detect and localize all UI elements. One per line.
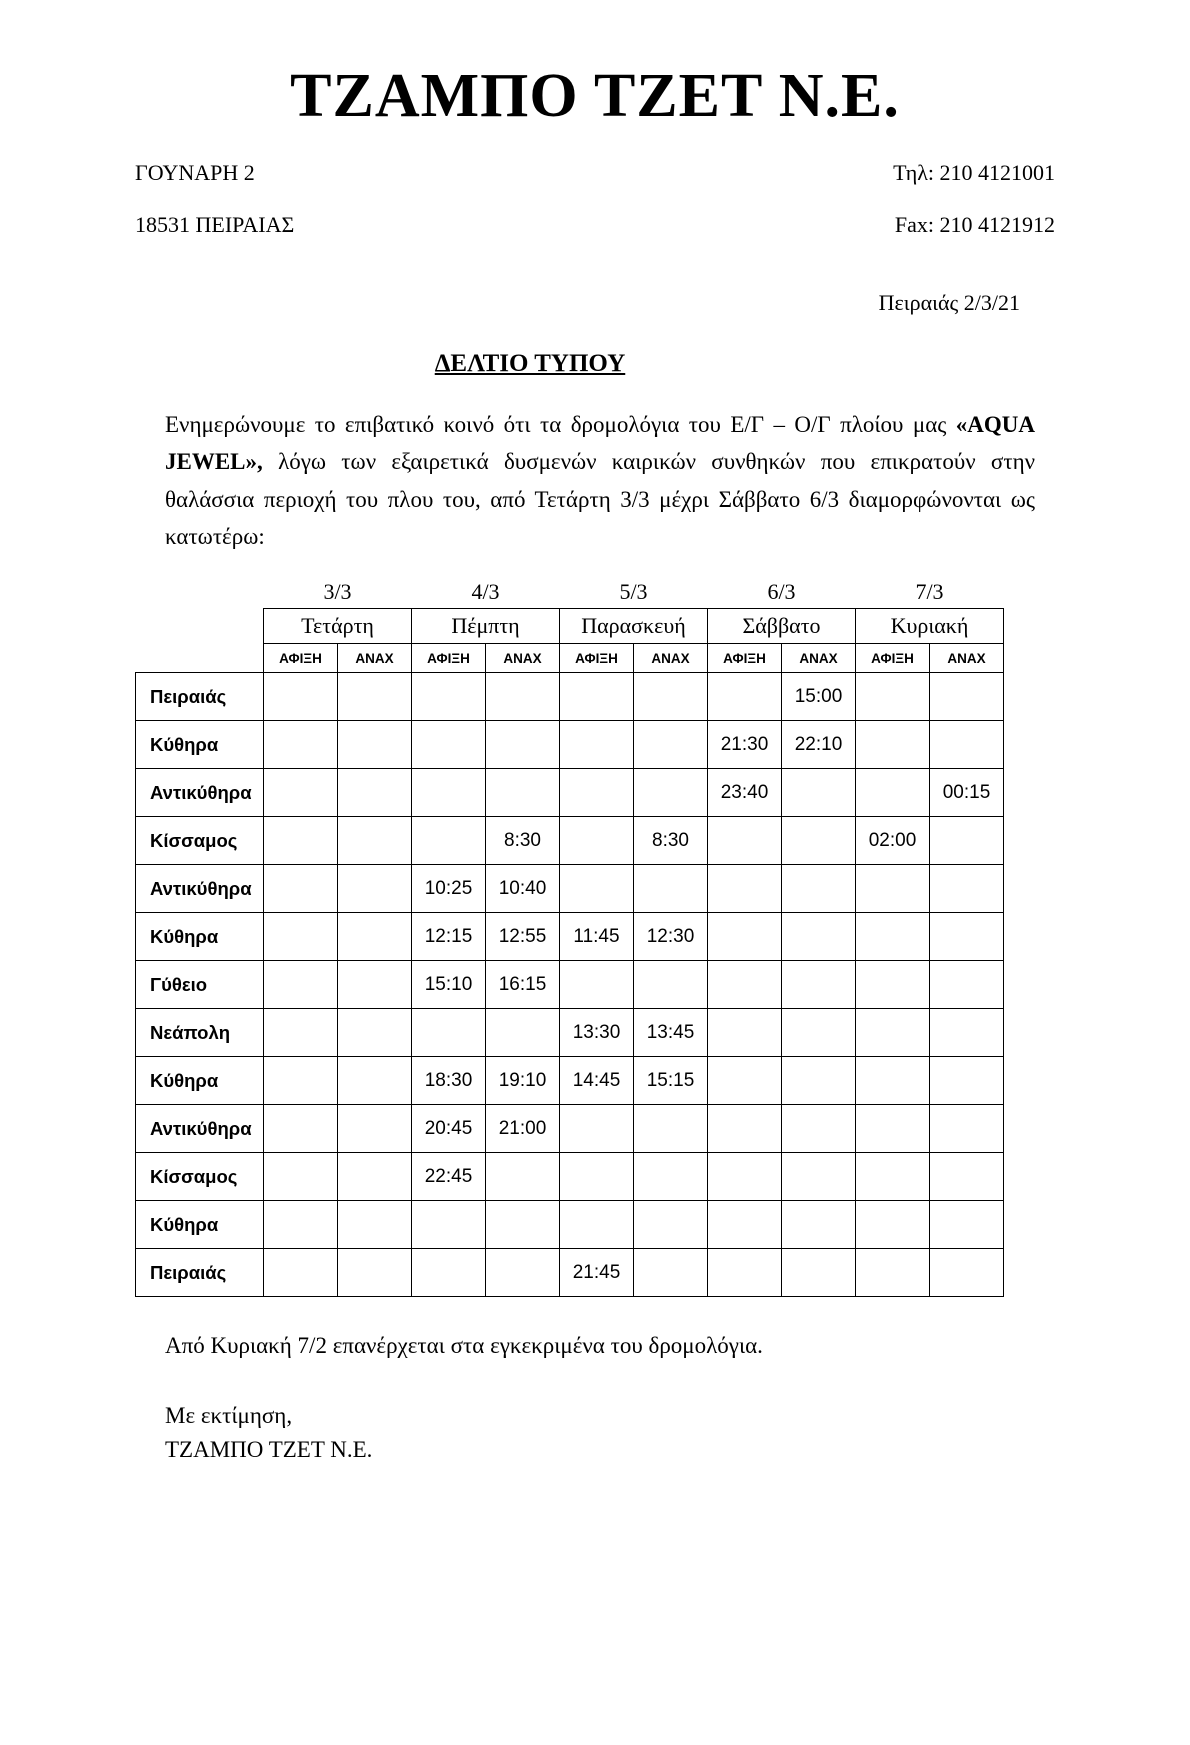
intro-part1: Ενημερώνουμε το επιβατικό κοινό ότι τα δρομολόγια του Ε/Γ – Ο/Γ πλοίου μας	[165, 412, 956, 438]
cell	[560, 769, 634, 817]
cell	[930, 721, 1004, 769]
cell	[412, 1249, 486, 1297]
table-row	[136, 865, 1004, 913]
cell	[634, 961, 708, 1009]
cell	[560, 673, 634, 721]
cell	[634, 721, 708, 769]
cell	[412, 721, 486, 769]
cell	[412, 769, 486, 817]
cell: 12:30	[634, 913, 708, 961]
cell	[930, 673, 1004, 721]
cell: 20:45	[412, 1105, 486, 1153]
table-row	[136, 913, 1004, 961]
cell	[560, 1153, 634, 1201]
cell	[856, 1009, 930, 1057]
cell	[486, 721, 560, 769]
cell	[782, 1105, 856, 1153]
cell	[560, 1105, 634, 1153]
cell: 10:25	[412, 865, 486, 913]
row-port-label: Κίσσαμος	[136, 817, 264, 865]
sub-arrival-2: ΑΦΙΞΗ	[560, 644, 634, 673]
cell	[338, 673, 412, 721]
cell	[338, 769, 412, 817]
cell: 02:00	[856, 817, 930, 865]
place-date: Πειραιάς 2/3/21	[878, 290, 1020, 316]
table-row	[136, 1201, 1004, 1249]
cell	[708, 1153, 782, 1201]
row-port-label: Κίσσαμος	[136, 1153, 264, 1201]
table-row	[136, 961, 1004, 1009]
cell	[856, 865, 930, 913]
signoff-line2: ΤΖΑΜΠΟ ΤΖΕΤ Ν.Ε.	[165, 1436, 373, 1462]
sub-arrival-0: ΑΦΙΞΗ	[264, 644, 338, 673]
cell	[634, 1201, 708, 1249]
address-fax-row	[135, 212, 1055, 238]
sub-arrival-3: ΑΦΙΞΗ	[708, 644, 782, 673]
arrival-departure-header-row	[136, 644, 1004, 673]
cell	[264, 721, 338, 769]
cell	[338, 913, 412, 961]
cell	[338, 721, 412, 769]
table-row	[136, 673, 1004, 721]
sub-departure-3: ΑΝΑΧ	[782, 644, 856, 673]
document-title: ΔΕΛΤΙΟ ΤΥΠΟΥ	[434, 350, 626, 378]
sub-departure-4: ΑΝΑΧ	[930, 644, 1004, 673]
cell	[338, 1153, 412, 1201]
cell	[264, 865, 338, 913]
cell	[708, 817, 782, 865]
sub-departure-2: ΑΝΑΧ	[634, 644, 708, 673]
cell: 22:45	[412, 1153, 486, 1201]
row-port-label: Πειραιάς	[136, 1249, 264, 1297]
cell	[338, 1057, 412, 1105]
cell: 12:55	[486, 913, 560, 961]
cell	[412, 673, 486, 721]
cell	[560, 865, 634, 913]
cell	[338, 1105, 412, 1153]
cell	[708, 673, 782, 721]
cell	[708, 865, 782, 913]
cell	[486, 673, 560, 721]
day-cell-3: Σάββατο	[708, 609, 856, 644]
date-corner-cell	[136, 578, 264, 609]
press-release-page	[0, 62, 1190, 1745]
table-row	[136, 769, 1004, 817]
cell	[856, 1057, 930, 1105]
cell	[560, 721, 634, 769]
day-cell-1: Πέμπτη	[412, 609, 560, 644]
cell	[560, 961, 634, 1009]
cell: 10:40	[486, 865, 560, 913]
cell	[264, 1201, 338, 1249]
sub-departure-0: ΑΝΑΧ	[338, 644, 412, 673]
cell	[264, 1105, 338, 1153]
date-cell-4: 7/3	[915, 579, 944, 605]
cell	[856, 1249, 930, 1297]
cell	[856, 913, 930, 961]
row-port-label: Αντικύθηρα	[136, 1105, 264, 1153]
fax: Fax: 210 4121912	[894, 212, 1055, 238]
cell	[782, 1249, 856, 1297]
signoff	[135, 1399, 1055, 1466]
cell	[856, 1201, 930, 1249]
cell: 22:10	[782, 721, 856, 769]
cell	[708, 961, 782, 1009]
cell	[708, 1009, 782, 1057]
cell	[412, 817, 486, 865]
cell	[930, 1153, 1004, 1201]
cell	[856, 673, 930, 721]
cell: 11:45	[560, 913, 634, 961]
cell	[708, 1057, 782, 1105]
cell	[486, 1009, 560, 1057]
cell: 15:00	[782, 673, 856, 721]
cell	[856, 1105, 930, 1153]
cell: 15:10	[412, 961, 486, 1009]
date-cell-3: 6/3	[767, 579, 796, 605]
cell	[930, 1201, 1004, 1249]
cell	[634, 769, 708, 817]
cell	[782, 865, 856, 913]
cell	[930, 961, 1004, 1009]
cell: 18:30	[412, 1057, 486, 1105]
day-cell-0: Τετάρτη	[264, 609, 412, 644]
cell	[264, 673, 338, 721]
cell: 13:45	[634, 1009, 708, 1057]
table-row	[136, 721, 1004, 769]
cell	[782, 1009, 856, 1057]
table-row	[136, 1105, 1004, 1153]
cell	[782, 1201, 856, 1249]
cell: 19:10	[486, 1057, 560, 1105]
schedule-table-body	[136, 578, 1004, 1297]
table-row	[136, 1057, 1004, 1105]
cell	[264, 1009, 338, 1057]
row-port-label: Κύθηρα	[136, 1057, 264, 1105]
cell	[782, 913, 856, 961]
cell: 14:45	[560, 1057, 634, 1105]
cell	[338, 1249, 412, 1297]
date-header-row	[136, 578, 1004, 609]
table-row	[136, 1249, 1004, 1297]
row-port-label: Κύθηρα	[136, 913, 264, 961]
cell: 23:40	[708, 769, 782, 817]
closing-note: Από Κυριακή 7/2 επανέρχεται στα εγκεκριμένα του δρομολόγια.	[165, 1333, 763, 1359]
cell	[264, 961, 338, 1009]
cell	[560, 817, 634, 865]
cell	[338, 1201, 412, 1249]
cell: 21:00	[486, 1105, 560, 1153]
day-header-row	[136, 609, 1004, 644]
cell: 13:30	[560, 1009, 634, 1057]
cell	[930, 1057, 1004, 1105]
cell: 15:15	[634, 1057, 708, 1105]
cell	[264, 1153, 338, 1201]
cell	[338, 961, 412, 1009]
cell	[264, 1057, 338, 1105]
cell	[634, 865, 708, 913]
cell	[486, 1201, 560, 1249]
table-row	[136, 1153, 1004, 1201]
phone: Τηλ: 210 4121001	[893, 160, 1055, 186]
day-corner-cell	[136, 609, 264, 644]
cell	[930, 913, 1004, 961]
cell	[856, 721, 930, 769]
date-cell-1: 4/3	[471, 579, 500, 605]
cell	[708, 1201, 782, 1249]
cell	[486, 1249, 560, 1297]
cell: 8:30	[634, 817, 708, 865]
table-row	[136, 817, 1004, 865]
day-cell-2: Παρασκευή	[560, 609, 708, 644]
table-row	[136, 1009, 1004, 1057]
cell: 16:15	[486, 961, 560, 1009]
cell: 8:30	[486, 817, 560, 865]
vessel-name: «AQUA JEWEL»,	[165, 412, 1035, 475]
cell	[930, 1009, 1004, 1057]
cell	[634, 673, 708, 721]
cell	[412, 1009, 486, 1057]
cell: 21:45	[560, 1249, 634, 1297]
date-cell-2: 5/3	[619, 579, 648, 605]
sub-arrival-4: ΑΦΙΞΗ	[856, 644, 930, 673]
intro-paragraph	[135, 406, 1055, 555]
cell	[930, 865, 1004, 913]
schedule-table	[135, 578, 1004, 1297]
row-port-label: Πειραιάς	[136, 673, 264, 721]
signoff-line1: Με εκτίμηση,	[165, 1403, 293, 1429]
row-port-label: Αντικύθηρα	[136, 865, 264, 913]
address-line2: 18531 ΠΕΙΡΑΙΑΣ	[135, 212, 295, 238]
cell	[930, 1249, 1004, 1297]
cell	[856, 961, 930, 1009]
schedule-table-wrap	[135, 578, 1055, 1297]
cell	[338, 1009, 412, 1057]
cell	[264, 913, 338, 961]
address-line1: ΓΟΥΝΑΡΗ 2	[135, 160, 255, 186]
cell	[856, 1153, 930, 1201]
cell: 21:30	[708, 721, 782, 769]
cell	[264, 817, 338, 865]
row-port-label: Κύθηρα	[136, 721, 264, 769]
cell	[560, 1201, 634, 1249]
cell	[634, 1153, 708, 1201]
cell	[264, 1249, 338, 1297]
cell	[782, 1153, 856, 1201]
cell	[856, 769, 930, 817]
cell	[782, 961, 856, 1009]
cell	[634, 1105, 708, 1153]
cell: 00:15	[930, 769, 1004, 817]
address-phone-row	[135, 160, 1055, 186]
cell	[412, 1201, 486, 1249]
row-port-label: Γύθειο	[136, 961, 264, 1009]
row-port-label: Νεάπολη	[136, 1009, 264, 1057]
row-port-label: Αντικύθηρα	[136, 769, 264, 817]
cell: 12:15	[412, 913, 486, 961]
cell	[264, 769, 338, 817]
company-title: ΤΖΑΜΠΟ ΤΖΕΤ Ν.Ε.	[290, 62, 900, 130]
sub-corner-cell	[136, 644, 264, 673]
cell	[782, 1057, 856, 1105]
cell	[338, 865, 412, 913]
intro-part2: λόγω των εξαιρετικά δυσμενών καιρικών συνθηκών που επικρατούν στην θαλάσσια περιοχή του πλου του, από Τετάρτη 3/3 μέχρι Σάββατο 6/3 διαμορφώνονται ως κατωτέρω:	[165, 449, 1035, 549]
cell	[930, 817, 1004, 865]
date-cell-0: 3/3	[323, 579, 352, 605]
cell	[708, 913, 782, 961]
cell	[486, 1153, 560, 1201]
cell	[782, 817, 856, 865]
cell	[930, 1105, 1004, 1153]
cell	[634, 1249, 708, 1297]
cell	[486, 769, 560, 817]
cell	[782, 769, 856, 817]
sub-arrival-1: ΑΦΙΞΗ	[412, 644, 486, 673]
sub-departure-1: ΑΝΑΧ	[486, 644, 560, 673]
cell	[708, 1249, 782, 1297]
cell	[708, 1105, 782, 1153]
row-port-label: Κύθηρα	[136, 1201, 264, 1249]
day-cell-4: Κυριακή	[856, 609, 1004, 644]
cell	[338, 817, 412, 865]
